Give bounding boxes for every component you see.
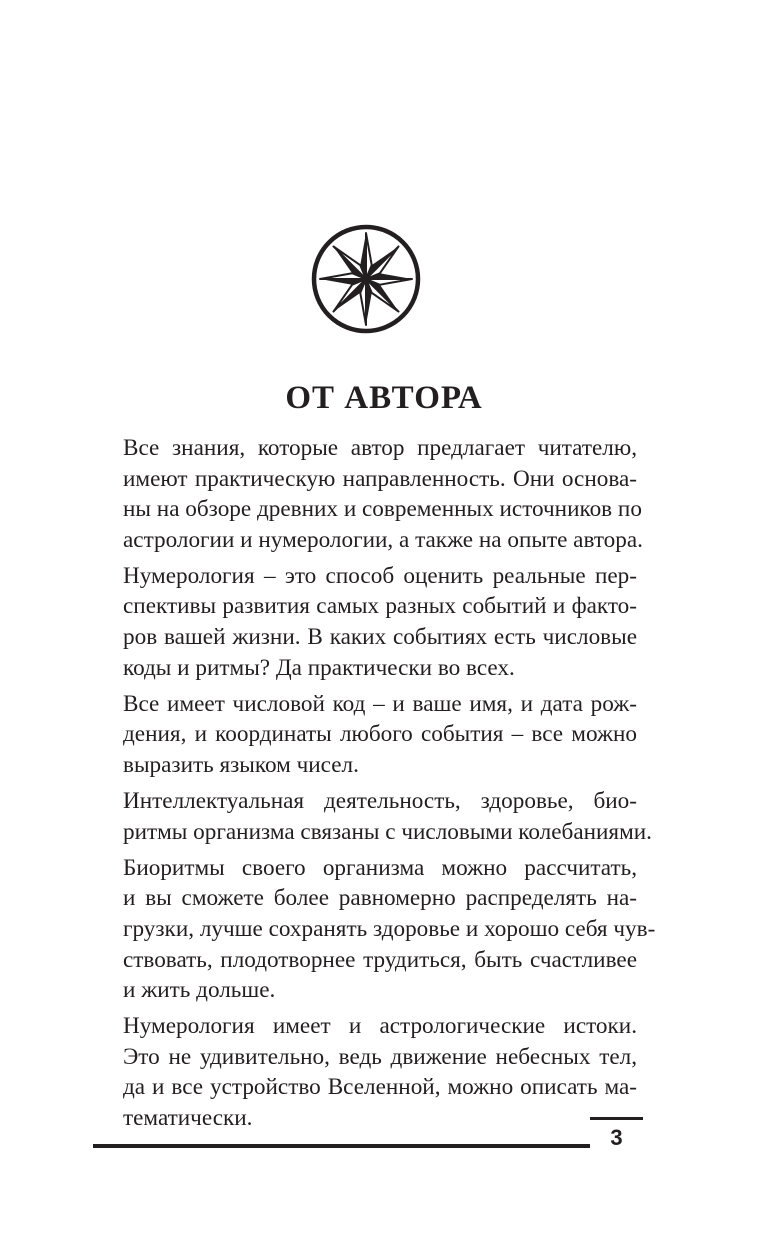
- page-number: 3: [610, 1125, 623, 1150]
- text-line: грузки, лучше сохранять здоровье и хорошо себя чув-: [123, 915, 656, 942]
- text-line: ритмы организма связаны с числовыми колебаниями.: [123, 818, 652, 845]
- text-line: астрологии и нумерологии, а также на опыте автора.: [123, 526, 643, 553]
- paragraph: [93, 853, 656, 1006]
- text-line: тематически.: [123, 1104, 253, 1131]
- footer-rule: [93, 1144, 590, 1148]
- page-title: ОТ АВТОРА: [285, 380, 483, 416]
- text-line: ны на обзоре древних и современных источников по: [123, 496, 642, 523]
- text-line: Биоритмы своего организма можно рассчитать,: [123, 854, 637, 881]
- eight-point-star-icon: [309, 222, 423, 336]
- page-number-rule: [590, 1117, 643, 1120]
- paragraph: [93, 433, 643, 555]
- text-line: и жить дольше.: [123, 977, 276, 1004]
- text-line: Нумерология имеет и астрологические истоки.: [123, 1013, 637, 1040]
- text-line: Это не удивительно, ведь движение небесных тел,: [123, 1043, 637, 1070]
- text-line: Все знания, которые автор предлагает читателю,: [123, 435, 637, 461]
- text-line: дения, и координаты любого события – все можно: [123, 721, 637, 748]
- text-line: Все имеет числовой код – и ваше имя, и дата рож-: [123, 690, 637, 717]
- paragraph: [93, 689, 637, 781]
- body-text: [93, 433, 656, 1139]
- paragraph: [93, 1011, 637, 1133]
- text-line: коды и ритмы? Да практически во всех.: [123, 654, 515, 681]
- text-line: выразить языком чисел.: [123, 751, 359, 778]
- text-line: да и все устройство Вселенной, можно описать ма-: [123, 1074, 637, 1101]
- text-line: Интеллектуальная деятельность, здоровье, био-: [123, 788, 637, 815]
- text-line: спективы развития самых разных событий и факто-: [123, 593, 637, 620]
- paragraph: [93, 561, 637, 683]
- text-line: ствовать, плодотворнее трудиться, быть счастливее: [123, 946, 637, 973]
- paragraph: [93, 786, 652, 847]
- text-line: и вы сможете более равномерно распределять на-: [123, 885, 637, 912]
- text-line: Нумерология – это способ оценить реальные пер-: [123, 562, 637, 589]
- text-line: ров вашей жизни. В каких событиях есть числовые: [123, 624, 637, 651]
- text-line: имеют практическую направленность. Они основа-: [123, 465, 637, 492]
